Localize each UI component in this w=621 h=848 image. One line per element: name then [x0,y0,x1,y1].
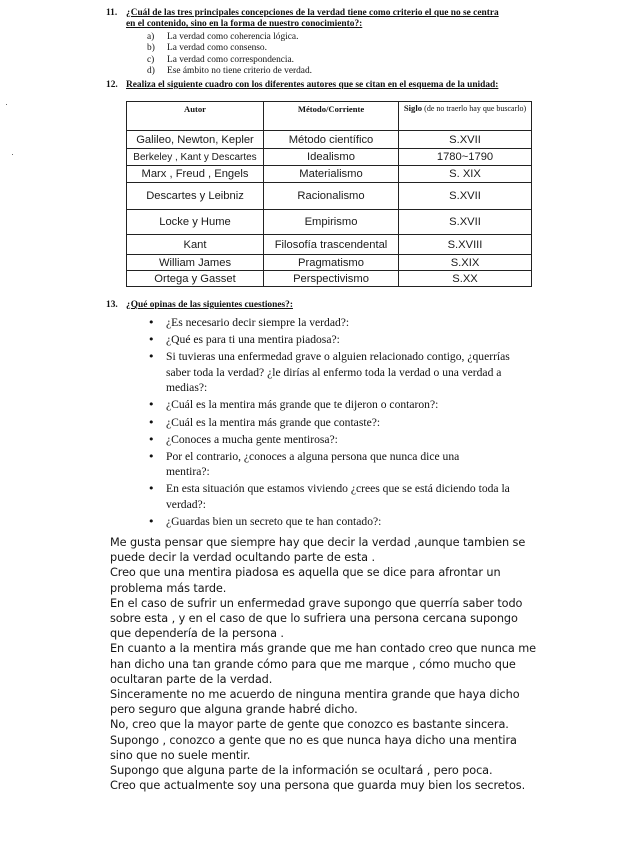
cell-metodo: Racionalismo [264,183,399,210]
cell-autor: Locke y Hume [127,210,264,235]
table-row [127,131,532,149]
question-11-options [147,32,547,78]
question-12 [106,80,616,91]
cell-metodo: Materialismo [264,166,399,183]
answer-paragraph: En cuanto a la mentira más grande que me han contado creo que nunca me han dicho una tan grande cómo para que me marque , cómo mucho que ocultaran parte de la verdad. [110,642,536,686]
list-item: • Si tuvieras una enfermedad grave o alguien relacionado contigo, ¿querrías saber toda la verdad? ¿le dirías al enfermo toda la verdad o una verdad a medias?: [144,349,534,396]
cell-autor: Galileo, Newton, Kepler [127,131,264,149]
answer-paragraph: No, creo que la mayor parte de gente que conozco es bastante sincera. [110,718,509,732]
cell-siglo: 1780~1790 [399,149,532,166]
table-row [127,183,532,210]
option-a: a) La verdad como coherencia lógica. [147,32,299,42]
list-item: • ¿Conoces a mucha gente mentirosa?: [144,432,534,448]
answer-text [110,535,540,793]
cell-siglo: S.XX [399,271,532,287]
scan-speck [12,154,13,155]
question-11 [106,8,606,30]
cell-metodo: Pragmatismo [264,255,399,271]
list-item: • Por el contrario, ¿conoces a alguna persona que nunca dice una mentira?: [144,449,534,480]
scan-speck [6,104,7,105]
question-11-line-1: ¿Cuál de las tres principales concepciones de la verdad tiene como criterio el que no se centra [126,8,499,18]
answer-paragraph: Creo que actualmente soy una persona que guarda muy bien los secretos. [110,779,526,793]
cell-siglo: S.XIX [399,255,532,271]
answer-paragraph: Supongo que alguna parte de la información se ocultará , pero poca. [110,764,493,778]
cell-metodo: Perspectivismo [264,271,399,287]
option-d: d) Ese ámbito no tiene criterio de verdad. [147,66,312,77]
answer-paragraph: Supongo , conozco a gente que no es que nunca haya dicho una mentira sino que no suele mentir. [110,733,517,762]
list-item: • ¿Cuál es la mentira más grande que contaste?: [144,415,534,431]
answer-paragraph: Me gusta pensar que siempre hay que decir la verdad ,aunque tambien se puede decir la verdad ocultando parte de esta . [110,536,526,565]
question-13-list [144,315,534,530]
authors-table [126,101,532,287]
cell-metodo: Empirismo [264,210,399,235]
answer-paragraph: En el caso de sufrir un enfermedad grave supongo que querría saber todo sobre esta , y en el caso de que lo sufriera una persona cercana supongo que dependería de la persona . [110,596,523,641]
question-11-line-2: en el contenido, sino en la forma de nuestro conocimiento?: [126,19,363,29]
table-row [127,210,532,235]
table-row [127,166,532,183]
list-item: • ¿Es necesario decir siempre la verdad?: [144,315,534,331]
table-row [127,149,532,166]
cell-siglo: S.XVII [399,131,532,149]
table-row [127,271,532,287]
cell-metodo: Método científico [264,131,399,149]
cell-metodo: Idealismo [264,149,399,166]
list-item: • En esta situación que estamos viviendo ¿crees que se está diciendo toda la verdad?: [144,481,534,512]
option-b: b) La verdad como consenso. [147,43,267,54]
question-12-text: Realiza el siguiente cuadro con los diferentes autores que se citan en el esquema de la unidad: [126,80,499,90]
question-12-number: 12. [106,80,118,90]
question-13 [106,300,586,311]
cell-metodo: Filosofía trascendental [264,235,399,255]
table-header-row [127,102,532,131]
cell-siglo: S.XVII [399,210,532,235]
header-siglo: Siglo (de no traerlo hay que buscarlo) [399,102,532,131]
cell-autor: Kant [127,235,264,255]
header-metodo: Método/Corriente [264,102,399,131]
list-item: • ¿Guardas bien un secreto que te han contado?: [144,514,534,530]
question-13-number: 13. [106,300,118,310]
list-item: • ¿Qué es para ti una mentira piadosa?: [144,332,534,348]
header-autor: Autor [127,102,264,131]
question-13-text: ¿Qué opinas de las siguientes cuestiones?: [126,300,293,310]
cell-siglo: S.XVIII [399,235,532,255]
list-item: • ¿Cuál es la mentira más grande que te dijeron o contaron?: [144,397,534,413]
answer-paragraph: Sinceramente no me acuerdo de ninguna mentira grande que haya dicho pero seguro que alguna grande habré dicho. [110,688,520,717]
cell-siglo: S. XIX [399,166,532,183]
cell-autor: William James [127,255,264,271]
question-11-number: 11. [106,8,118,18]
cell-siglo: S.XVII [399,183,532,210]
cell-autor: Ortega y Gasset [127,271,264,287]
answer-paragraph: Creo que una mentira piadosa es aquella que se dice para afrontar un problema más tarde. [110,566,501,595]
table-row [127,255,532,271]
cell-autor: Marx , Freud , Engels [127,166,264,183]
cell-autor: Berkeley , Kant y Descartes [127,149,264,166]
option-c: c) La verdad como correspondencia. [147,54,295,65]
cell-autor: Descartes y Leibniz [127,183,264,210]
table-row [127,235,532,255]
